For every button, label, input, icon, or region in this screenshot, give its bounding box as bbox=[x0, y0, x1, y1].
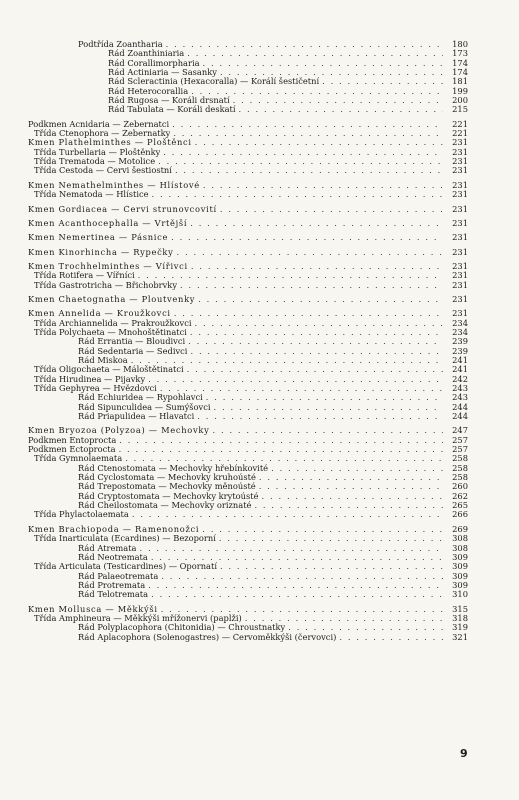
toc-entry bbox=[28, 464, 468, 473]
toc-entry bbox=[28, 412, 468, 421]
toc-entry-page: 258 bbox=[452, 462, 468, 473]
leader-dots bbox=[322, 77, 443, 86]
toc-entry-page: 231 bbox=[452, 260, 468, 271]
toc-entry-title: Podtřída Zoantharia bbox=[78, 40, 163, 49]
toc-entry-title: Kmen Trochhelminthes — Vířivci bbox=[28, 261, 188, 271]
leader-dots bbox=[197, 412, 443, 421]
toc-entry-title: Podkmen Entoprocta bbox=[28, 435, 117, 445]
leader-dots bbox=[171, 233, 443, 242]
leader-dots bbox=[190, 219, 443, 228]
toc-entry-title: Třída Amphineura — Měkkýši mřížonervi (paplži) bbox=[34, 613, 242, 623]
leader-dots bbox=[131, 356, 443, 365]
toc-entry-title: Kmen Nemathelminthes — Hlístové bbox=[28, 180, 200, 190]
toc-entry bbox=[28, 581, 468, 590]
toc-entry bbox=[28, 337, 468, 346]
toc-entry bbox=[28, 248, 468, 257]
toc-entry-page: 262 bbox=[452, 490, 468, 501]
leader-dots bbox=[203, 181, 443, 190]
toc-entry-title: Kmen Chaetognatha — Ploutvenky bbox=[28, 294, 196, 304]
toc-entry bbox=[28, 271, 468, 280]
leader-dots bbox=[191, 87, 443, 96]
toc-entry-title: Třída Polychaeta — Mnohoštětinatci bbox=[34, 327, 187, 337]
toc-entry-title: Řád Aplacophora (Solenogastres) — Červoměkkýši (červovci) bbox=[78, 632, 337, 642]
toc-entry-page: 231 bbox=[452, 165, 468, 176]
toc-entry bbox=[28, 233, 468, 242]
toc-entry-title: Řád Ctenostomata — Mechovky hřebínkovité bbox=[78, 463, 269, 473]
toc-entry bbox=[28, 295, 468, 304]
toc-entry-page: 241 bbox=[452, 364, 468, 375]
leader-dots bbox=[187, 365, 443, 374]
leader-dots bbox=[245, 614, 443, 623]
leader-dots bbox=[195, 319, 443, 328]
toc-entry-title: Řád Zoanthiniaria bbox=[108, 49, 185, 59]
toc-entry bbox=[28, 375, 468, 384]
toc-entry-title: Třída Phylactolaemata bbox=[34, 510, 129, 520]
toc-entry-title: Podkmen Ectoprocta bbox=[28, 445, 116, 455]
toc-entry-title: Řád Palaeotremata bbox=[78, 571, 159, 581]
toc-entry bbox=[28, 347, 468, 356]
leader-dots bbox=[161, 605, 443, 614]
leader-dots bbox=[198, 295, 443, 304]
toc-entry-page: 231 bbox=[452, 246, 468, 257]
toc-entry-page: 234 bbox=[452, 317, 468, 328]
toc-entry bbox=[28, 181, 468, 190]
leader-dots bbox=[161, 572, 443, 581]
leader-dots bbox=[214, 403, 443, 412]
toc-entry-title: Kmen Acanthocephalla — Vrtější bbox=[28, 218, 188, 228]
toc-entry-page: 258 bbox=[452, 453, 468, 464]
toc-entry bbox=[28, 68, 468, 77]
toc-entry bbox=[28, 205, 468, 214]
leader-dots bbox=[177, 248, 443, 257]
toc-entry-page: 199 bbox=[452, 85, 468, 96]
toc-entry-page: 231 bbox=[452, 270, 468, 281]
toc-entry bbox=[28, 281, 468, 290]
leader-dots bbox=[206, 393, 443, 402]
toc-entry-page: 200 bbox=[452, 95, 468, 106]
toc-entry-title: Řád Cryptostomata — Mechovky krytoústé bbox=[78, 491, 259, 501]
toc-entry bbox=[28, 544, 468, 553]
toc-entry bbox=[28, 138, 468, 147]
toc-entry-title: Třída Archiannelida — Prakroužkovci bbox=[34, 318, 192, 328]
toc-entry bbox=[28, 384, 468, 393]
toc-entry-page: 243 bbox=[452, 392, 468, 403]
toc-entry-title: Řád Corallimorpharia bbox=[108, 58, 200, 68]
toc-entry-page: 231 bbox=[452, 293, 468, 304]
leader-dots bbox=[139, 544, 443, 553]
toc-entry-page: 231 bbox=[452, 189, 468, 200]
toc-entry-title: Řád Protremata bbox=[78, 580, 146, 590]
leader-dots bbox=[174, 309, 443, 318]
toc-entry bbox=[28, 590, 468, 599]
toc-entry bbox=[28, 426, 468, 435]
toc-entry-page: 309 bbox=[452, 561, 468, 572]
table-of-contents bbox=[28, 40, 468, 642]
toc-entry bbox=[28, 96, 468, 105]
leader-dots bbox=[259, 482, 443, 491]
toc-entry bbox=[28, 87, 468, 96]
leader-dots bbox=[158, 157, 443, 166]
toc-entry-page: 174 bbox=[452, 67, 468, 78]
toc-entry-page: 173 bbox=[452, 48, 468, 59]
toc-entry bbox=[28, 166, 468, 175]
toc-entry bbox=[28, 356, 468, 365]
toc-entry bbox=[28, 510, 468, 519]
toc-entry bbox=[28, 473, 468, 482]
leader-dots bbox=[148, 375, 443, 384]
toc-entry bbox=[28, 319, 468, 328]
toc-entry-title: Třída Trematoda — Motolice bbox=[34, 157, 156, 167]
leader-dots bbox=[271, 464, 443, 473]
toc-entry-page: 234 bbox=[452, 326, 468, 337]
toc-entry bbox=[28, 309, 468, 318]
toc-entry-page: 221 bbox=[452, 128, 468, 139]
leader-dots bbox=[220, 205, 443, 214]
leader-dots bbox=[132, 510, 443, 519]
toc-entry bbox=[28, 553, 468, 562]
leader-dots bbox=[213, 426, 444, 435]
toc-entry-title: Řád Sipunculidea — Sumýšovci bbox=[78, 402, 211, 412]
leader-dots bbox=[288, 623, 443, 632]
leader-dots bbox=[191, 262, 443, 271]
leader-dots bbox=[195, 138, 443, 147]
leader-dots bbox=[125, 454, 443, 463]
toc-entry-title: Řád Tabulata — Koráli deskatí bbox=[108, 105, 236, 115]
leader-dots bbox=[187, 49, 443, 58]
toc-entry bbox=[28, 605, 468, 614]
leader-dots bbox=[220, 68, 443, 77]
toc-entry-title: Kmen Nemertinea — Pásnice bbox=[28, 233, 169, 243]
toc-entry-title: Třída Nematoda — Hlístice bbox=[34, 190, 149, 200]
toc-entry-title: Kmen Mollusca — Měkkýši bbox=[28, 604, 158, 614]
toc-entry-page: 231 bbox=[452, 146, 468, 157]
toc-entry-title: Řád Sedentaria — Sedivci bbox=[78, 346, 188, 356]
toc-entry bbox=[28, 633, 468, 642]
toc-entry bbox=[28, 445, 468, 454]
toc-entry-page: 309 bbox=[452, 570, 468, 581]
toc-entry-title: Třída Oligochaeta — Máloštětinatci bbox=[34, 365, 184, 375]
leader-dots bbox=[175, 166, 443, 175]
page-number: 9 bbox=[460, 747, 468, 760]
toc-entry-title: Řád Atremata bbox=[78, 543, 137, 553]
toc-entry bbox=[28, 120, 468, 129]
toc-entry bbox=[28, 534, 468, 543]
toc-entry-page: 180 bbox=[452, 39, 468, 49]
toc-entry-page: 315 bbox=[452, 603, 468, 614]
toc-entry-title: Řád Rugosa — Koráli drsnatí bbox=[108, 96, 230, 106]
toc-entry bbox=[28, 40, 468, 49]
toc-entry-page: 174 bbox=[452, 57, 468, 68]
toc-entry bbox=[28, 525, 468, 534]
leader-dots bbox=[152, 190, 443, 199]
toc-entry-title: Třída Cestoda — Červi šestiostní bbox=[34, 166, 172, 176]
leader-dots bbox=[190, 328, 443, 337]
toc-entry-title: Třída Gephyrea — Hvězdovci bbox=[34, 384, 157, 393]
toc-entry-title: Třída Gymnolaemata bbox=[34, 454, 123, 464]
toc-entry-page: 309 bbox=[452, 551, 468, 562]
leader-dots bbox=[163, 148, 443, 157]
toc-entry bbox=[28, 365, 468, 374]
leader-dots bbox=[173, 129, 443, 138]
leader-dots bbox=[339, 633, 443, 642]
toc-entry bbox=[28, 148, 468, 157]
toc-entry-page: 221 bbox=[452, 118, 468, 129]
leader-dots bbox=[180, 281, 443, 290]
toc-entry bbox=[28, 105, 468, 114]
toc-entry-page: 231 bbox=[452, 308, 468, 319]
toc-entry-title: Třída Articulata (Testicardines) — Opornatí bbox=[34, 562, 217, 572]
toc-entry bbox=[28, 219, 468, 228]
toc-entry-title: Řád Cyclostomata — Mechovky kruhoústé bbox=[78, 473, 256, 483]
toc-entry-page: 231 bbox=[452, 279, 468, 290]
leader-dots bbox=[203, 59, 443, 68]
toc-entry-title: Třída Ctenophora — Žebernatky bbox=[34, 129, 171, 139]
leader-dots bbox=[202, 525, 443, 534]
toc-entry bbox=[28, 492, 468, 501]
leader-dots bbox=[151, 553, 443, 562]
toc-entry-title: Třída Inarticulata (Ecardines) — Bezoporní bbox=[34, 534, 216, 544]
leader-dots bbox=[190, 347, 443, 356]
toc-entry-title: Řád Errantia — Bloudivci bbox=[78, 337, 186, 347]
toc-entry-title: Kmen Bryozoa (Polyzoa) — Mechovky bbox=[28, 426, 210, 436]
toc-entry-title: Řád Telotremata bbox=[78, 590, 149, 600]
toc-entry bbox=[28, 262, 468, 271]
toc-entry-page: 231 bbox=[452, 156, 468, 167]
toc-entry-page: 258 bbox=[452, 472, 468, 483]
toc-entry-title: Kmen Annelida — Kroužkovci bbox=[28, 309, 171, 319]
toc-entry bbox=[28, 393, 468, 402]
toc-entry bbox=[28, 614, 468, 623]
toc-entry-page: 242 bbox=[452, 373, 468, 384]
toc-entry bbox=[28, 190, 468, 199]
toc-entry-page: 239 bbox=[452, 345, 468, 356]
toc-entry-page: 231 bbox=[452, 203, 468, 214]
leader-dots bbox=[166, 40, 443, 49]
toc-entry bbox=[28, 436, 468, 445]
toc-entry-title: Řád Heterocorallia bbox=[108, 86, 189, 96]
toc-entry-page: 231 bbox=[452, 232, 468, 243]
toc-entry bbox=[28, 129, 468, 138]
toc-entry-page: 181 bbox=[452, 76, 468, 87]
toc-entry-title: Řád Echiuridea — Rypohlavci bbox=[78, 393, 203, 403]
toc-entry-title: Řád Cheilostomata — Mechovky oriznaté bbox=[78, 501, 252, 511]
toc-entry-page: 310 bbox=[452, 589, 468, 600]
toc-entry-page: 257 bbox=[452, 434, 468, 445]
leader-dots bbox=[160, 384, 443, 393]
toc-entry-title: Třída Hirudinea — Pijavky bbox=[34, 374, 146, 384]
toc-entry-title: Řád Actiniaria — Sasanky bbox=[108, 68, 217, 78]
toc-entry-title: Třída Gastrotricha — Břichobrvky bbox=[34, 280, 178, 290]
toc-entry bbox=[28, 328, 468, 337]
leader-dots bbox=[172, 120, 443, 129]
toc-entry-page: 308 bbox=[452, 533, 468, 544]
toc-entry-page: 241 bbox=[452, 354, 468, 365]
toc-entry-title: Podkmen Acnidaria — Žebernatci bbox=[28, 119, 170, 129]
toc-entry bbox=[28, 572, 468, 581]
toc-entry-page: 319 bbox=[452, 622, 468, 633]
toc-entry-title: Řád Polyplacophora (Chitonidia) — Chroustnatky bbox=[78, 623, 286, 633]
leader-dots bbox=[259, 473, 443, 482]
toc-entry-page: 243 bbox=[452, 383, 468, 393]
toc-entry-title: Třída Turbellaria — Ploštěnky bbox=[34, 147, 161, 157]
toc-entry-page: 269 bbox=[452, 523, 468, 534]
toc-entry-page: 244 bbox=[452, 411, 468, 422]
leader-dots bbox=[148, 581, 443, 590]
toc-entry-page: 239 bbox=[452, 336, 468, 347]
leader-dots bbox=[219, 534, 443, 543]
toc-entry bbox=[28, 49, 468, 58]
leader-dots bbox=[220, 562, 443, 571]
toc-entry-title: Řád Priapulidea — Hlavatci bbox=[78, 412, 195, 422]
toc-entry-page: 215 bbox=[452, 104, 468, 115]
toc-entry bbox=[28, 623, 468, 632]
toc-entry-page: 321 bbox=[452, 631, 468, 642]
toc-entry-title: Kmen Plathelminthes — Ploštěnci bbox=[28, 138, 192, 148]
toc-entry bbox=[28, 157, 468, 166]
toc-entry-page: 309 bbox=[452, 579, 468, 590]
toc-entry-title: Řád Trepostomata — Mechovky měnoústé bbox=[78, 482, 256, 492]
toc-entry-page: 244 bbox=[452, 401, 468, 412]
toc-entry-title: Kmen Kinorhincha — Rypečky bbox=[28, 247, 174, 257]
toc-entry bbox=[28, 501, 468, 510]
toc-entry-page: 257 bbox=[452, 444, 468, 455]
toc-entry bbox=[28, 562, 468, 571]
toc-entry-page: 318 bbox=[452, 612, 468, 623]
toc-entry bbox=[28, 454, 468, 463]
toc-entry-title: Kmen Brachiopoda — Ramenonožci bbox=[28, 524, 200, 534]
toc-entry-title: Kmen Gordiacea — Červi strunovcovití bbox=[28, 204, 217, 214]
leader-dots bbox=[119, 436, 443, 445]
leader-dots bbox=[188, 337, 443, 346]
toc-entry-page: 231 bbox=[452, 179, 468, 190]
toc-entry bbox=[28, 77, 468, 86]
toc-entry-title: Řád Neotremata bbox=[78, 552, 148, 562]
toc-entry-title: Řád Scleractinia (Hexacoralla) — Korálí šestičetní bbox=[108, 77, 320, 87]
leader-dots bbox=[262, 492, 443, 501]
toc-entry-page: 247 bbox=[452, 425, 468, 436]
leader-dots bbox=[254, 501, 443, 510]
toc-entry-page: 265 bbox=[452, 500, 468, 511]
leader-dots bbox=[119, 445, 443, 454]
toc-entry-page: 231 bbox=[452, 217, 468, 228]
toc-entry-title: Řád Miskoa bbox=[78, 355, 128, 365]
toc-entry-title: Třída Rotifera — Vířníci bbox=[34, 271, 135, 281]
toc-entry bbox=[28, 403, 468, 412]
leader-dots bbox=[138, 271, 443, 280]
toc-entry bbox=[28, 482, 468, 491]
toc-entry-page: 266 bbox=[452, 509, 468, 520]
toc-entry-page: 308 bbox=[452, 542, 468, 553]
leader-dots bbox=[151, 590, 443, 599]
leader-dots bbox=[233, 96, 443, 105]
toc-entry-page: 260 bbox=[452, 481, 468, 492]
leader-dots bbox=[239, 105, 443, 114]
toc-entry bbox=[28, 59, 468, 68]
toc-entry-page: 231 bbox=[452, 137, 468, 148]
